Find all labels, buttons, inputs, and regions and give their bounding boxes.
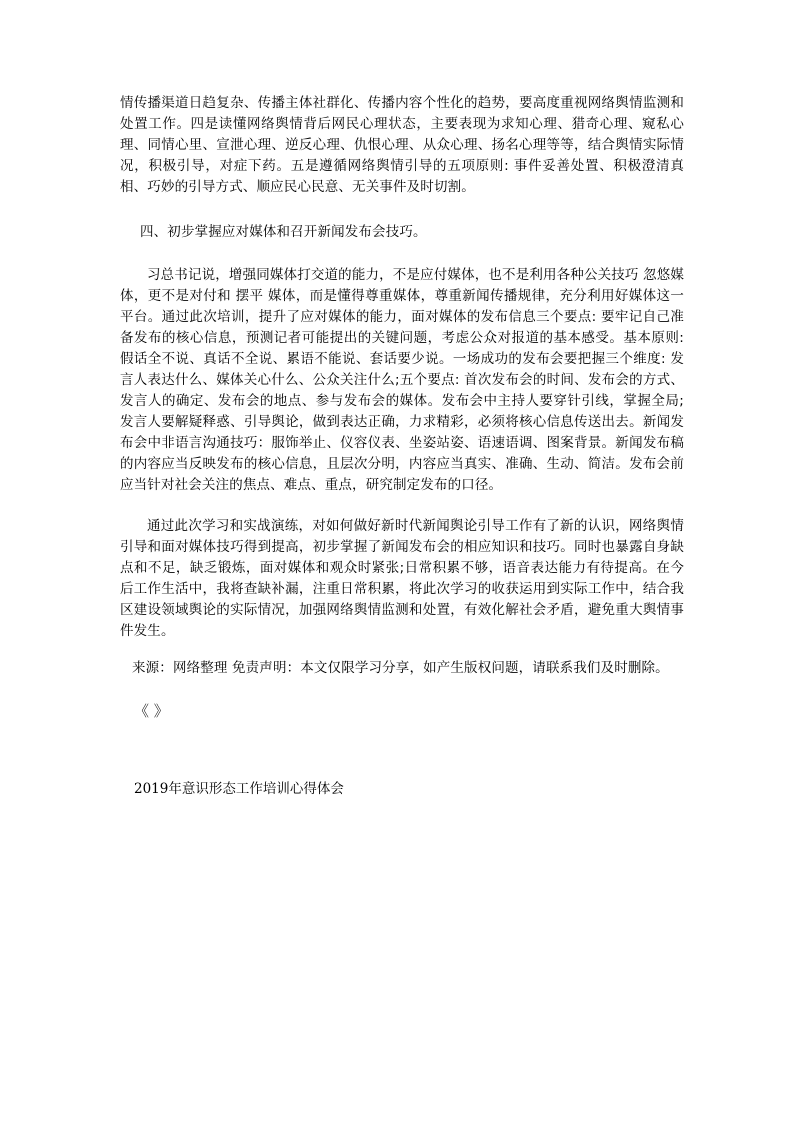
related-article-title[interactable]: 2019年意识形态工作培训心得体会 xyxy=(134,781,344,797)
section-heading-4: 四、初步掌握应对媒体和召开新闻发布会技巧。 xyxy=(140,224,427,240)
body-paragraph-1: 情传播渠道日趋复杂、传播主体社群化、传播内容个性化的趋势，要高度重视网络舆情监测和处置工作。四是读懂网络舆情背后网民心理状态，主要表现为求知心理、猎奇心理、窥私心理、同情心里、宣泄心理、逆反心理、仇恨心理、从众心理、扬名心理等等，结合舆情实际情况，积极引导，对症下药。五是遵循网络舆情引导的五项原则: 事件妥善处置、积极澄清真相、巧妙的引导方式、顺应民心民意、无关事件及时切割。 xyxy=(120,95,684,195)
page-nav-arrows[interactable]: 《 》 xyxy=(134,702,169,720)
body-paragraph-3: 习总书记说，增强同媒体打交道的能力，不是应付媒体，也不是利用各种公关技巧 忽悠媒体，更不是对付和 摆平 媒体，而是懂得尊重媒体，尊重新闻传播规律，充分利用好媒体这一平台。通过此次培训，提升了应对媒体的能力，面对媒体的发布信息三个要点: 要牢记自己准备发布的核心信息，预测记者可能提出的关键问题，考虑公众对报道的基本感受。基本原则: 假话全不说、真话不全说、累语不能说、套话要少说。一场成功的发布会要把握三个维度: 发言人表达什么、媒体关心什么、公众关注什么;五个要点: 首次发布会的时间、发布会的方式、发言人的确定、发布会的地点、参与发布会的媒体。发布会中主持人要穿针引线，掌握全局;发言人要解疑释惑、引导舆论，做到表达正确，力求精彩，必须将核心信息传送出去。新闻发布会中非语言沟通技巧：服饰举止、仪容仪表、坐姿站姿、语速语调、图案背景。新闻发布稿的内容应当反映发布的核心信息，且层次分明，内容应当真实、准确、生动、简洁。发布会前应当针对社会关注的焦点、难点、重点，研究制定发布的口径。 xyxy=(120,267,684,493)
source-disclaimer: 来源：网络整理 免责声明：本文仅限学习分享，如产生版权问题，请联系我们及时删除。 xyxy=(132,660,669,676)
body-paragraph-4: 通过此次学习和实战演练，对如何做好新时代新闻舆论引导工作有了新的认识，网络舆情引导和面对媒体技巧得到提高，初步掌握了新闻发布会的相应知识和技巧。同时也暴露自身缺点和不足，缺乏锻炼，面对媒体和观众时紧张;日常积累不够，语音表达能力有待提高。在今后工作生活中，我将查缺补漏，注重日常积累，将此次学习的收获运用到实际工作中，结合我区建设领域舆论的实际情况，加强网络舆情监测和处置，有效化解社会矛盾，避免重大舆情事件发生。 xyxy=(120,518,684,639)
